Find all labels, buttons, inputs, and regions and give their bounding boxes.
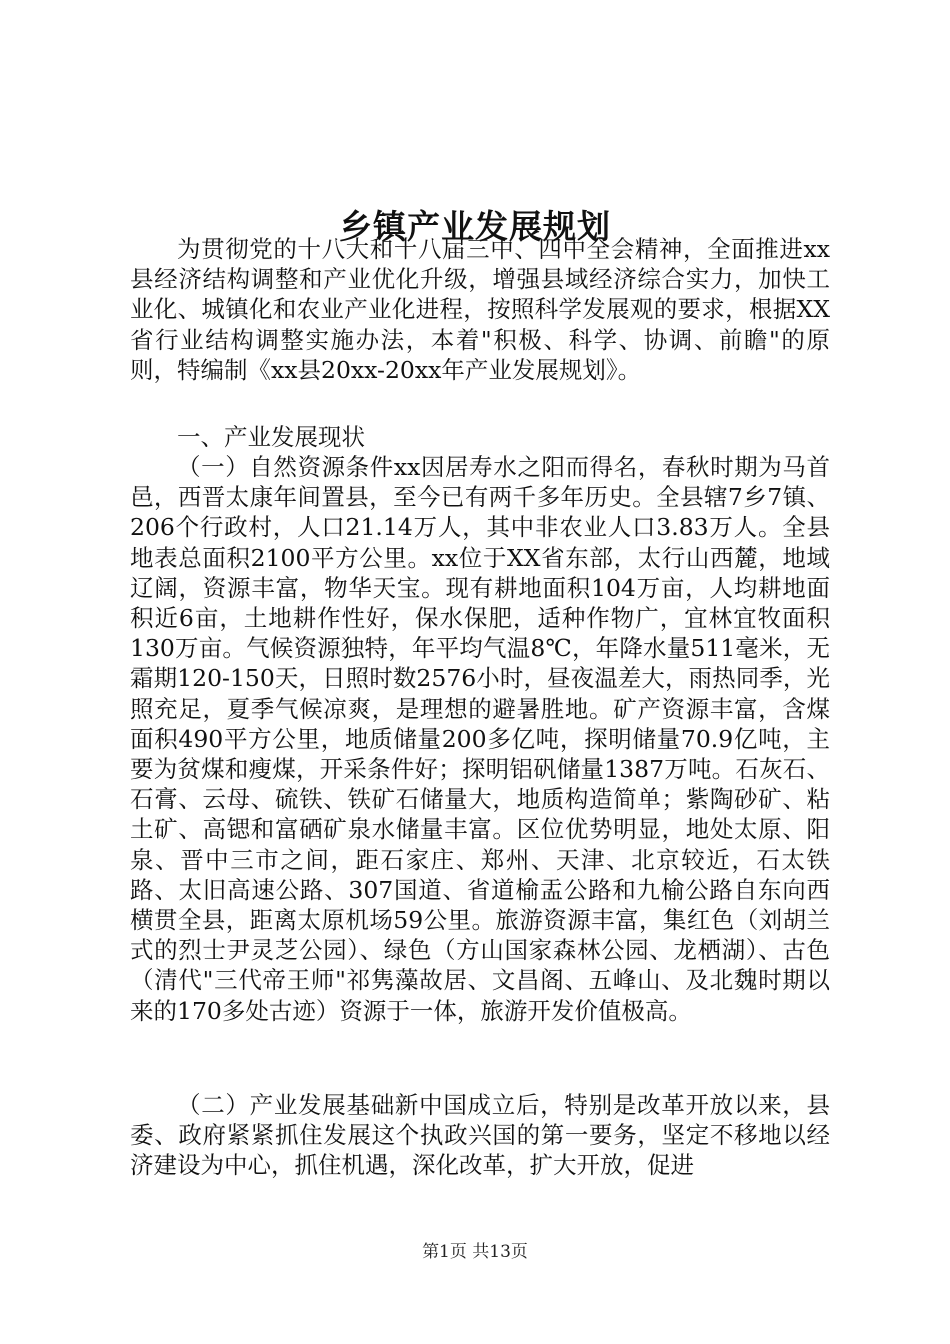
natural-resources-paragraph: （一）自然资源条件xx因居寿水之阳而得名，春秋时期为马首邑，西晋太康年间置县，至今已有两千多年历史。全县辖7乡7镇、206个行政村，人口21.14万人，其中非农业人口3.83万人。全县地表总面积2100平方公里。xx位于XX省东部，太行山西麓，地域辽阔，资源丰富，物华天宝。现有耕地面积104万亩，人均耕地面积近6亩，土地耕作性好，保水保肥，适种作物广，宜林宜牧面积130万亩。气候资源独特，年平均气温8℃，年降水量511毫米，无霜期120-150天，日照时数2576小时，昼夜温差大，雨热同季，光照充足，夏季气候凉爽，是理想的避暑胜地。矿产资源丰富，含煤面积490平方公里，地质储量200多亿吨，探明储量70.9亿吨，主要为贫煤和瘦煤，开采条件好；探明铝矾储量1387万吨。石灰石、石膏、云母、硫铁、铁矿石储量大，地质构造简单；紫陶砂矿、粘土矿、高锶和富硒矿泉水储量丰富。区位优势明显，地处太原、阳泉、晋中三市之间，距石家庄、郑州、天津、北京较近，石太铁路、太旧高速公路、307国道、省道榆盂公路和九榆公路自东向西横贯全县，距离太原机场59公里。旅游资源丰富，集红色（刘胡兰式的烈士尹灵芝公园）、绿色（方山国家森林公园、龙栖湖）、古色（清代"三代帝王师"祁隽藻故居、文昌阁、五峰山、及北魏时期以来的170多处古迹）资源于一体，旅游开发价值极高。 bbox=[130, 453, 830, 1025]
document-title: 乡镇产业发展规划 bbox=[339, 207, 611, 247]
intro-paragraph: 为贯彻党的十八大和十八届三中、四中全会精神，全面推进xx县经济结构调整和产业优化升级，增强县域经济综合实力，加快工业化、城镇化和农业产业化进程，按照科学发展观的要求，根据XX省行业结构调整实施办法，本着"积极、科学、协调、前瞻"的原则，特编制《xx县20xx-20xx年产业发展规划》。 bbox=[130, 235, 830, 384]
industry-foundation-paragraph: （二）产业发展基础新中国成立后，特别是改革开放以来，县委、政府紧紧抓住发展这个执政兴国的第一要务，坚定不移地以经济建设为中心，抓住机遇，深化改革，扩大开放，促进 bbox=[130, 1091, 830, 1180]
page-footer: 第1页 共13页 bbox=[422, 1242, 528, 1262]
section-heading: 一、产业发展现状 bbox=[177, 423, 365, 451]
